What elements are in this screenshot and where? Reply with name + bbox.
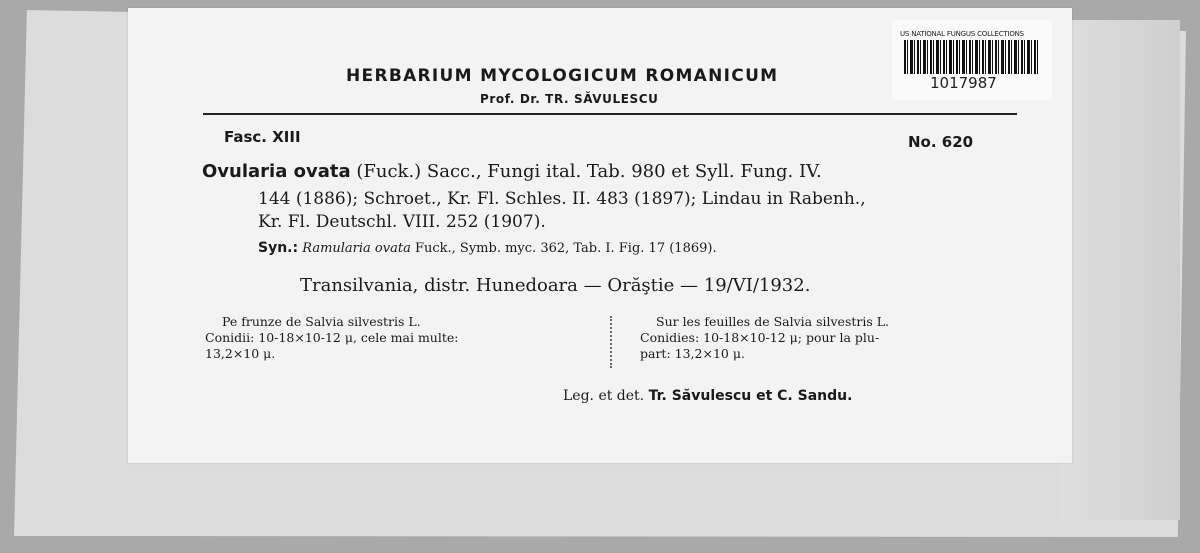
french-conidia-line: Conidies: 10-18×10-12 μ; pour la plu- <box>640 330 880 345</box>
herbarium-title: HERBARIUM MYCOLOGICUM ROMANICUM <box>346 66 779 86</box>
species-citation-3: Kr. Fl. Deutschl. VIII. 252 (1907). <box>258 212 546 232</box>
romanian-conidia-line: Conidii: 10-18×10-12 μ, cele mai multe: <box>205 330 459 345</box>
french-conidia-line-2: part: 13,2×10 μ. <box>640 346 745 361</box>
fascicle-label: Fasc. XIII <box>224 128 301 146</box>
barcode-institution: US NATIONAL FUNGUS COLLECTIONS <box>900 30 1024 38</box>
species-line <box>202 161 822 182</box>
collector-names: Tr. Săvulescu et C. Sandu. <box>648 388 853 404</box>
locality-line: Transilvania, distr. Hunedoara — Orăştie — 19/VI/1932. <box>300 275 811 296</box>
synonym-label: Syn.: <box>258 240 299 256</box>
herbarium-subtitle: Prof. Dr. TR. SĂVULESCU <box>480 92 659 106</box>
column-divider <box>610 316 612 368</box>
collector-prefix: Leg. et det. <box>563 388 645 404</box>
species-citation-2: 144 (1886); Schroet., Kr. Fl. Schles. II. 483 (1897); Lindau in Rabenh., <box>258 189 866 209</box>
barcode-number: 1017987 <box>930 74 997 92</box>
romanian-conidia-line-2: 13,2×10 μ. <box>205 346 276 361</box>
romanian-host-line: Pe frunze de Salvia silvestris L. <box>222 314 421 329</box>
barcode-sticker <box>892 20 1052 100</box>
synonym-line <box>258 240 717 256</box>
species-citation-1: (Fuck.) Sacc., Fungi ital. Tab. 980 et Syll. Fung. IV. <box>356 161 822 182</box>
collector-line <box>563 388 852 404</box>
french-host-line: Sur les feuilles de Salvia silvestris L. <box>656 314 890 329</box>
envelope-flap <box>1060 20 1180 520</box>
species-name: Ovularia ovata <box>202 161 351 182</box>
synonym-citation: Fuck., Symb. myc. 362, Tab. I. Fig. 17 (1869). <box>414 241 717 256</box>
synonym-name: Ramularia ovata <box>302 241 411 256</box>
barcode-bars <box>904 40 1038 74</box>
specimen-number: No. 620 <box>908 133 974 151</box>
header-rule <box>203 113 1017 115</box>
